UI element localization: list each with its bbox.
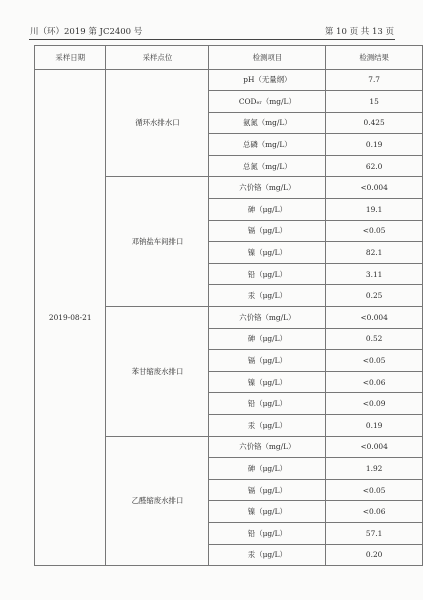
test-item-cell: 镉（μg/L） — [209, 220, 326, 242]
test-item-cell: CODₑᵣ（mg/L） — [209, 91, 326, 113]
header-rule — [29, 39, 395, 40]
table-header-row — [35, 46, 423, 70]
sampling-location-cell: 乙醛缩废水排口 — [106, 436, 209, 566]
test-item-cell: 镍（μg/L） — [209, 371, 326, 393]
test-result-cell: <0.06 — [326, 501, 423, 523]
sampling-location-cell: 苯甘缩废水排口 — [106, 307, 209, 437]
test-result-cell: 7.7 — [326, 69, 423, 91]
test-item-cell: 六价铬（mg/L） — [209, 436, 326, 458]
column-header-item: 检测项目 — [209, 46, 326, 70]
test-item-cell: 镉（μg/L） — [209, 479, 326, 501]
test-item-cell: pH（无量纲） — [209, 69, 326, 91]
test-result-cell: 0.25 — [326, 285, 423, 307]
test-item-cell: 六价铬（mg/L） — [209, 307, 326, 329]
sampling-location-cell: 邓钠盐车间排口 — [106, 177, 209, 307]
table-body — [35, 69, 423, 566]
test-result-cell: 0.19 — [326, 134, 423, 156]
test-item-cell: 汞（μg/L） — [209, 415, 326, 437]
test-item-cell: 砷（μg/L） — [209, 199, 326, 221]
sampling-location-cell: 循环水排水口 — [106, 69, 209, 177]
test-result-cell: 3.11 — [326, 263, 423, 285]
test-result-cell: 57.1 — [326, 522, 423, 544]
table-row — [35, 69, 423, 91]
test-item-cell: 铅（μg/L） — [209, 393, 326, 415]
test-result-cell: <0.004 — [326, 177, 423, 199]
test-result-cell: <0.09 — [326, 393, 423, 415]
test-result-cell: 0.19 — [326, 415, 423, 437]
test-item-cell: 总氮（mg/L） — [209, 155, 326, 177]
test-result-cell: <0.05 — [326, 479, 423, 501]
test-item-cell: 六价铬（mg/L） — [209, 177, 326, 199]
test-item-cell: 汞（μg/L） — [209, 544, 326, 566]
test-item-cell: 砷（μg/L） — [209, 458, 326, 480]
test-item-cell: 总磷（mg/L） — [209, 134, 326, 156]
column-header-location: 采样点位 — [106, 46, 209, 70]
test-result-cell: 0.52 — [326, 328, 423, 350]
report-number: 川（环）2019 第 JC2400 号 — [30, 27, 143, 37]
test-result-cell: 1.92 — [326, 458, 423, 480]
test-result-cell: <0.004 — [326, 436, 423, 458]
test-item-cell: 砷（μg/L） — [209, 328, 326, 350]
test-result-cell: 15 — [326, 91, 423, 113]
results-table — [34, 45, 423, 566]
column-header-date: 采样日期 — [35, 46, 106, 70]
test-item-cell: 镍（μg/L） — [209, 501, 326, 523]
test-item-cell: 镉（μg/L） — [209, 350, 326, 372]
test-item-cell: 铅（μg/L） — [209, 263, 326, 285]
column-header-result: 检测结果 — [326, 46, 423, 70]
test-result-cell: <0.05 — [326, 350, 423, 372]
test-result-cell: <0.05 — [326, 220, 423, 242]
test-item-cell: 氨氮（mg/L） — [209, 112, 326, 134]
test-item-cell: 镍（μg/L） — [209, 242, 326, 264]
test-result-cell: 0.425 — [326, 112, 423, 134]
test-result-cell: 62.0 — [326, 155, 423, 177]
test-item-cell: 铅（μg/L） — [209, 522, 326, 544]
test-result-cell: <0.004 — [326, 307, 423, 329]
sampling-date-cell: 2019-08-21 — [35, 69, 106, 566]
test-result-cell: 82.1 — [326, 242, 423, 264]
test-result-cell: <0.06 — [326, 371, 423, 393]
test-result-cell: 19.1 — [326, 199, 423, 221]
test-item-cell: 汞（μg/L） — [209, 285, 326, 307]
test-result-cell: 0.20 — [326, 544, 423, 566]
page-number: 第 10 页 共 13 页 — [324, 27, 394, 37]
